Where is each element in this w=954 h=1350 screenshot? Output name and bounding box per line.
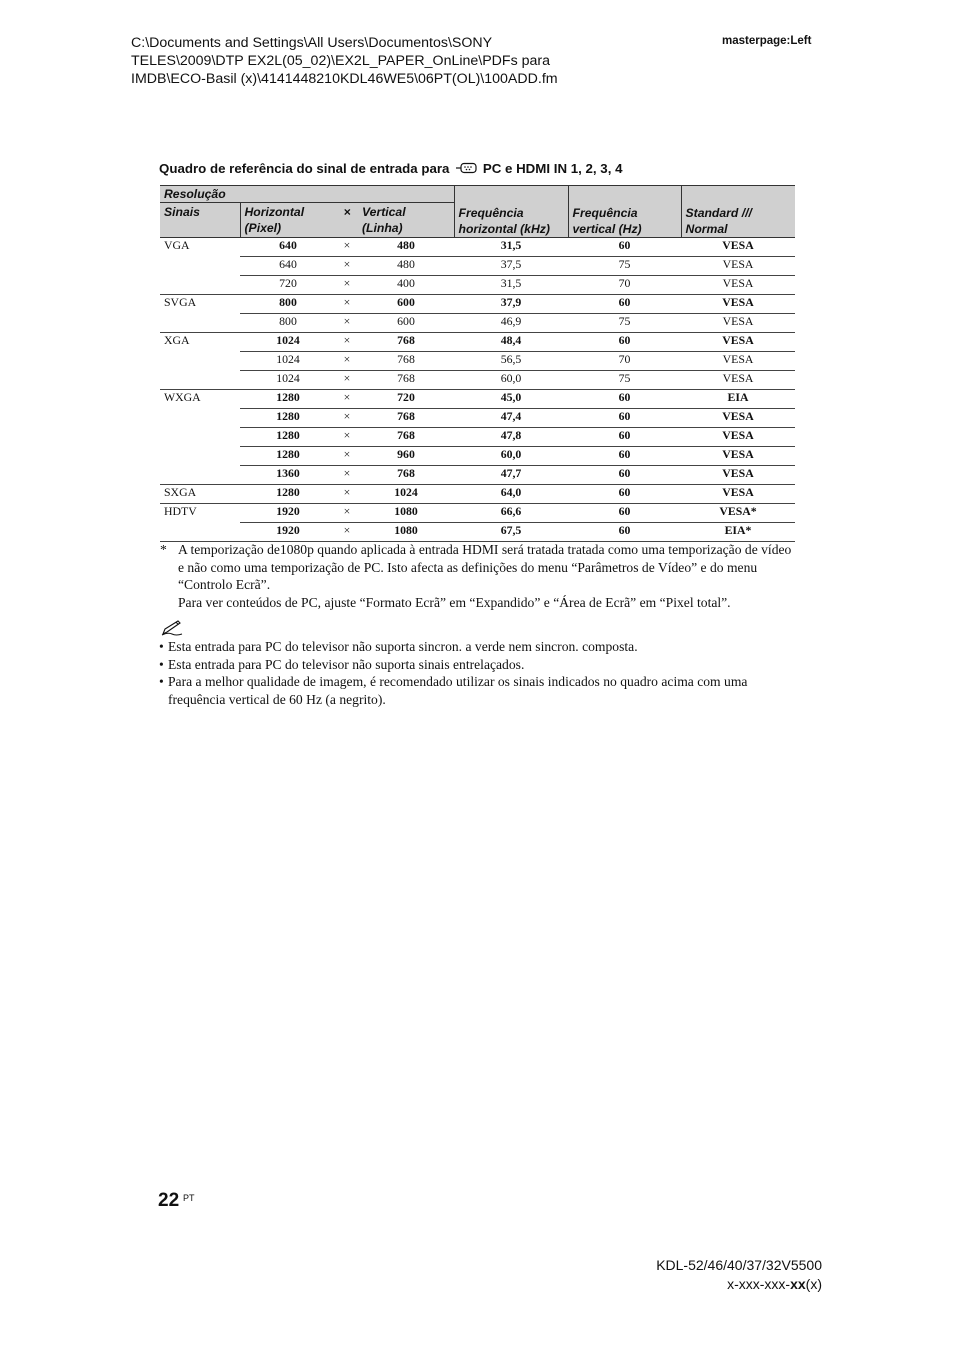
cell-freq-horizontal: 66,6 [454,504,568,523]
cell-freq-horizontal: 48,4 [454,333,568,352]
file-path-line: IMDB\ECO-Basil (x)\4141448210KDL46WE5\06PT(OL)\100ADD.fm [131,71,558,87]
header-standard: Standard /// Normal [681,186,795,238]
cell-standard: VESA [681,466,795,485]
cell-times: × [336,447,358,466]
cell-vertical: 1024 [358,485,454,504]
page-number: 22 [158,1190,180,1211]
cell-vertical: 768 [358,428,454,447]
file-path-line: TELES\2009\DTP EX2L(05_02)\EX2L_PAPER_OnLine\PDFs para [131,53,551,69]
footnote-marker: * [160,542,167,557]
cell-horizontal: 640 [240,238,336,257]
cell-horizontal: 1280 [240,485,336,504]
table-row [160,295,795,314]
cell-freq-vertical: 70 [568,276,681,295]
cell-horizontal: 800 [240,314,336,333]
cell-times: × [336,428,358,447]
cell-freq-vertical: 60 [568,409,681,428]
cell-vertical: 960 [358,447,454,466]
table-title [159,161,799,177]
cell-vertical: 720 [358,390,454,409]
cell-freq-horizontal: 64,0 [454,485,568,504]
table-row [160,352,795,371]
input-signal-table [160,185,795,542]
cell-standard: VESA [681,428,795,447]
table-row [160,371,795,390]
cell-vertical: 768 [358,371,454,390]
cell-vertical: 768 [358,409,454,428]
table-row [160,314,795,333]
note-item: • Esta entrada para PC do televisor não suporta sinais entrelaçados. [160,656,796,674]
cell-horizontal: 1280 [240,428,336,447]
pc-input-icon [456,162,478,177]
cell-times: × [336,523,358,542]
cell-standard: VESA* [681,504,795,523]
cell-standard: VESA [681,333,795,352]
cell-freq-horizontal: 37,5 [454,257,568,276]
table-row [160,447,795,466]
table-row [160,257,795,276]
cell-freq-horizontal: 47,7 [454,466,568,485]
cell-signal: XGA [160,333,240,390]
note-item: • Esta entrada para PC do televisor não suporta sincron. a verde nem sincron. composta. [160,638,796,656]
cell-vertical: 1080 [358,504,454,523]
table-row [160,523,795,542]
table-row [160,428,795,447]
cell-freq-vertical: 60 [568,485,681,504]
cell-signal: SVGA [160,295,240,333]
cell-standard: VESA [681,447,795,466]
cell-standard: VESA [681,276,795,295]
cell-freq-horizontal: 37,9 [454,295,568,314]
cell-freq-vertical: 60 [568,447,681,466]
cell-freq-vertical: 70 [568,352,681,371]
cell-vertical: 600 [358,314,454,333]
table-row [160,333,795,352]
model-number: KDL-52/46/40/37/32V5500 [656,1257,822,1273]
cell-horizontal: 1280 [240,409,336,428]
header-freq-vertical: Frequência vertical (Hz) [568,186,681,238]
cell-times: × [336,352,358,371]
table-row [160,466,795,485]
cell-signal: WXGA [160,390,240,485]
model-footer [656,1256,822,1294]
cell-freq-vertical: 60 [568,428,681,447]
cell-horizontal: 720 [240,276,336,295]
cell-freq-vertical: 60 [568,504,681,523]
cell-vertical: 480 [358,257,454,276]
cell-horizontal: 1024 [240,352,336,371]
cell-freq-vertical: 60 [568,523,681,542]
cell-freq-vertical: 75 [568,371,681,390]
cell-freq-vertical: 75 [568,314,681,333]
cell-vertical: 600 [358,295,454,314]
cell-horizontal: 1024 [240,333,336,352]
cell-signal: HDTV [160,504,240,542]
cell-freq-horizontal: 47,8 [454,428,568,447]
table-row [160,409,795,428]
cell-times: × [336,485,358,504]
cell-standard: VESA [681,238,795,257]
table-row [160,390,795,409]
header-freq-horizontal: Frequência horizontal (kHz) [454,186,568,238]
table-title-after: PC e HDMI IN 1, 2, 3, 4 [482,161,623,176]
cell-horizontal: 1024 [240,371,336,390]
note-item: • Para a melhor qualidade de imagem, é recomendado utilizar os sinais indicados no quadro acima com uma frequência vertical de 60 Hz (a negrito). [160,673,796,708]
cell-times: × [336,333,358,352]
cell-standard: VESA [681,295,795,314]
cell-times: × [336,409,358,428]
header-vertical: Vertical (Linha) [358,203,454,238]
cell-times: × [336,466,358,485]
cell-standard: VESA [681,257,795,276]
footnote-text: A temporização de1080p quando aplicada à entrada HDMI será tratada tratada como uma temporização de vídeo e não como uma temporização de PC. Isto afecta as definições do menu “Parâmetros de Vídeo” e do menu “Controlo Ecrã”. [178,542,792,593]
header-horizontal: Horizontal (Pixel) [240,203,336,238]
cell-freq-horizontal: 60,0 [454,371,568,390]
cell-freq-horizontal: 46,9 [454,314,568,333]
cell-horizontal: 1920 [240,504,336,523]
product-code [656,1275,822,1294]
product-code-prefix: x-xxx-xxx- [727,1276,791,1292]
table-row [160,276,795,295]
product-code-suffix: (x) [805,1276,822,1292]
file-path-header [131,34,651,88]
table-row [160,238,795,257]
cell-times: × [336,371,358,390]
cell-standard: EIA [681,390,795,409]
cell-signal: VGA [160,238,240,295]
cell-horizontal: 800 [240,295,336,314]
cell-standard: VESA [681,314,795,333]
cell-vertical: 480 [358,238,454,257]
header-resolucao: Resolução [160,186,454,203]
cell-horizontal: 1280 [240,447,336,466]
cell-vertical: 768 [358,352,454,371]
notes-list [160,638,796,708]
table-row [160,485,795,504]
header-times: × [336,203,358,238]
cell-times: × [336,238,358,257]
cell-freq-vertical: 75 [568,257,681,276]
footnote [160,541,796,611]
cell-times: × [336,504,358,523]
cell-horizontal: 640 [240,257,336,276]
cell-horizontal: 1920 [240,523,336,542]
cell-freq-horizontal: 67,5 [454,523,568,542]
cell-standard: VESA [681,485,795,504]
file-path-line: C:\Documents and Settings\All Users\Documentos\SONY [131,35,493,51]
cell-freq-vertical: 60 [568,333,681,352]
cell-times: × [336,295,358,314]
cell-vertical: 400 [358,276,454,295]
cell-freq-vertical: 60 [568,390,681,409]
cell-vertical: 1080 [358,523,454,542]
cell-horizontal: 1360 [240,466,336,485]
cell-vertical: 768 [358,466,454,485]
cell-freq-vertical: 60 [568,238,681,257]
cell-times: × [336,390,358,409]
cell-freq-horizontal: 31,5 [454,276,568,295]
table-title-before: Quadro de referência do sinal de entrada para [159,161,450,176]
page-language: PT [183,1193,195,1203]
footnote-text-2: Para ver conteúdos de PC, ajuste “Formato Ecrã” em “Expandido” e “Área de Ecrã” em “Pixel total”. [178,594,731,610]
cell-times: × [336,314,358,333]
table-row [160,504,795,523]
header-sinais: Sinais [160,203,240,238]
cell-freq-vertical: 60 [568,295,681,314]
cell-standard: VESA [681,371,795,390]
cell-standard: VESA [681,352,795,371]
cell-freq-horizontal: 45,0 [454,390,568,409]
cell-freq-horizontal: 56,5 [454,352,568,371]
cell-freq-horizontal: 60,0 [454,447,568,466]
cell-vertical: 768 [358,333,454,352]
product-code-bold: xx [790,1276,806,1292]
cell-times: × [336,257,358,276]
cell-freq-horizontal: 31,5 [454,238,568,257]
cell-standard: EIA* [681,523,795,542]
cell-freq-vertical: 60 [568,466,681,485]
cell-standard: VESA [681,409,795,428]
masterpage-label: masterpage:Left [722,35,812,47]
cell-freq-horizontal: 47,4 [454,409,568,428]
cell-times: × [336,276,358,295]
cell-signal: SXGA [160,485,240,504]
cell-horizontal: 1280 [240,390,336,409]
